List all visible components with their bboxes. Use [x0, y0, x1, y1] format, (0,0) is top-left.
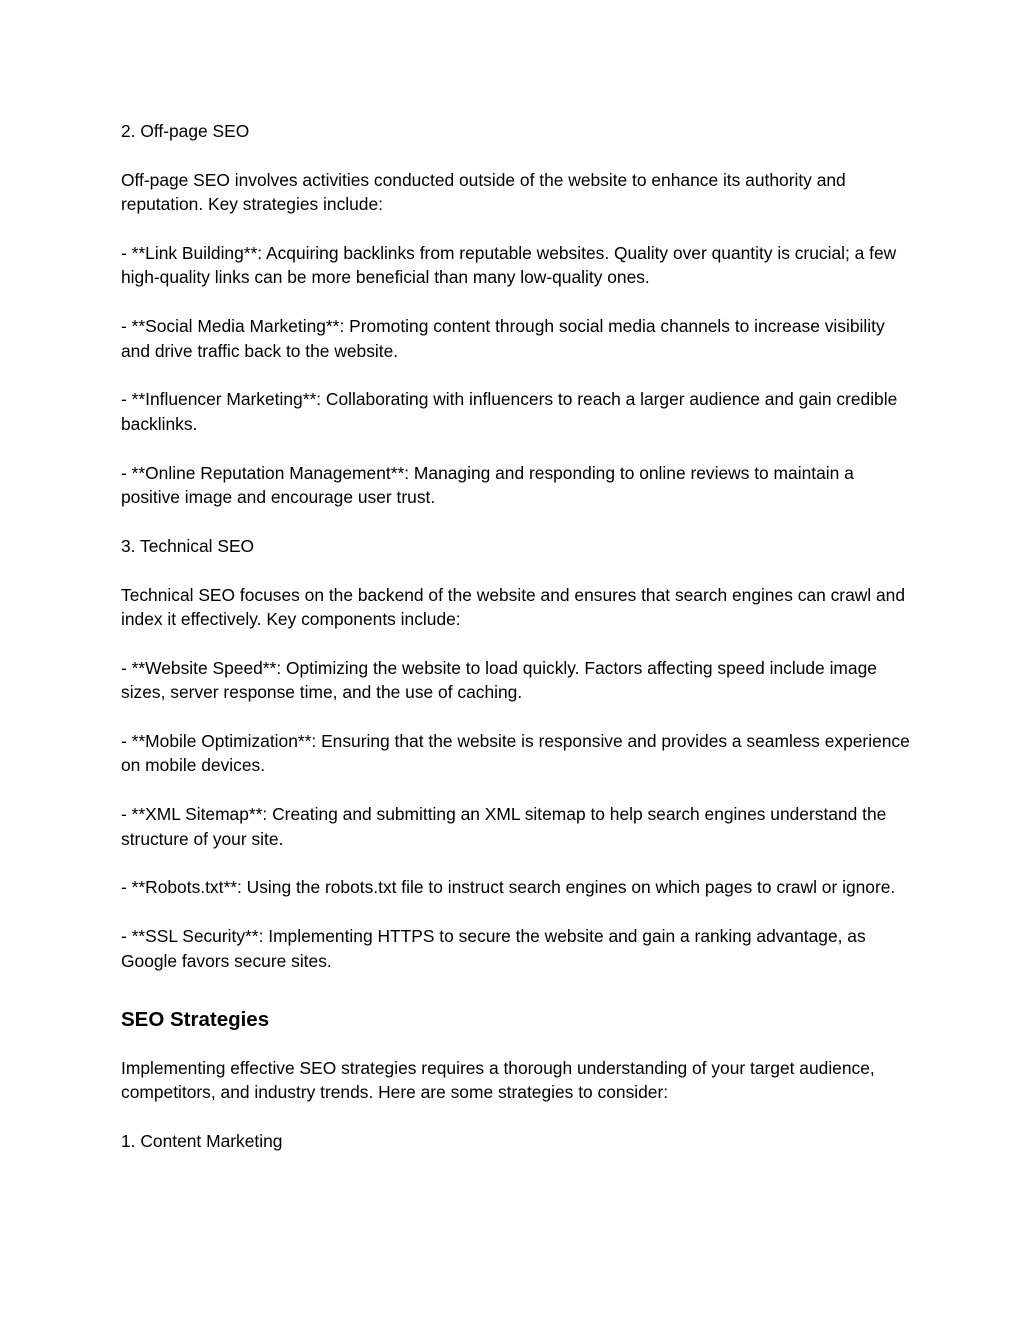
heading-seo-strategies: SEO Strategies — [121, 1008, 270, 1032]
paragraph-technical-intro: Technical SEO focuses on the backend of the website and ensures that search engines can crawl and index it effectively. Key components include: — [121, 584, 906, 630]
list-item-robots-txt: - **Robots.txt**: Using the robots.txt file to instruct search engines on which pages to crawl or ignore. — [121, 877, 896, 898]
section-heading-content-marketing: 1. Content Marketing — [121, 1131, 283, 1152]
list-item-social-media-marketing: - **Social Media Marketing**: Promoting content through social media channels to increase visibility and drive traffic back to the website. — [121, 316, 885, 361]
list-item-xml-sitemap: - **XML Sitemap**: Creating and submitting an XML sitemap to help search engines understand the structure of your site. — [121, 804, 887, 849]
paragraph-off-page-intro: Off-page SEO involves activities conducted outside of the website to enhance its authority and reputation. Key strategies include: — [121, 169, 846, 215]
list-item-online-reputation-management: - **Online Reputation Management**: Managing and responding to online reviews to maintain a positive image and encourage user trust. — [121, 462, 854, 508]
list-item-influencer-marketing: - **Influencer Marketing**: Collaborating with influencers to reach a larger audience and gain credible backlinks. — [121, 389, 898, 434]
document-body — [121, 119, 911, 1154]
list-item-mobile-optimization: - **Mobile Optimization**: Ensuring that the website is responsive and provides a seamless experience on mobile devices. — [121, 731, 910, 776]
list-item-ssl-security: - **SSL Security**: Implementing HTTPS to secure the website and gain a ranking advantage, as Google favors secure sites. — [121, 926, 866, 971]
section-heading-technical-seo: 3. Technical SEO — [121, 535, 255, 556]
list-item-website-speed: - **Website Speed**: Optimizing the website to load quickly. Factors affecting speed include image sizes, server response time, and the use of caching. — [121, 657, 877, 703]
list-item-link-building: - **Link Building**: Acquiring backlinks from reputable websites. Quality over quantity is crucial; a few high-quality links can be more beneficial than many low-quality ones. — [121, 243, 897, 288]
section-heading-off-page-seo: 2. Off-page SEO — [121, 121, 250, 141]
paragraph-strategies-intro: Implementing effective SEO strategies requires a thorough understanding of your target audience, competitors, and industry trends. Here are some strategies to consider: — [121, 1058, 875, 1103]
